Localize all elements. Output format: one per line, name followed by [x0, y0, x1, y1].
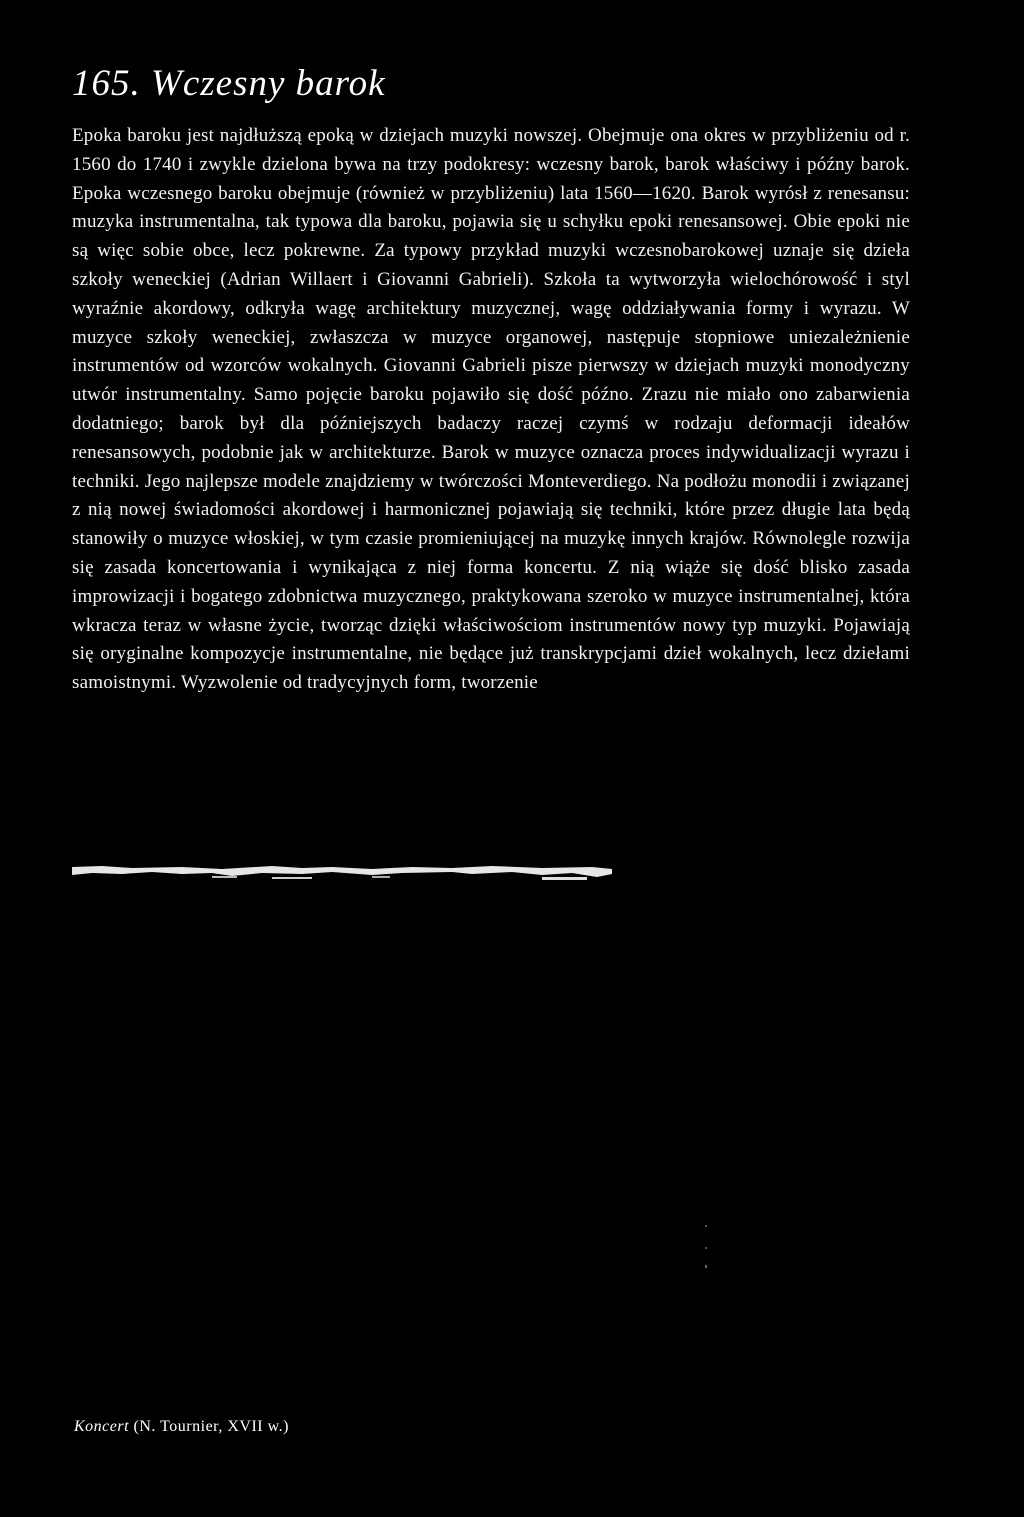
caption-details: (N. Tournier, XVII w.)	[133, 1418, 289, 1435]
figure-caption	[74, 1418, 289, 1436]
article-body: Epoka baroku jest najdłuższą epoką w dziejach muzyki nowszej. Obejmuje ona okres w przybliżeniu od r. 1560 do 1740 i zwykle dzielona bywa na trzy podokresy: wczesny barok, barok właściwy i późny barok. Epoka wczesnego baroku obejmuje (również w przybliżeniu) lata 1560—1620. Barok wyrósł z renesansu: muzyka instrumentalna, tak typowa dla baroku, pojawia się u schyłku epoki renesansowej. Obie epoki nie są więc sobie obce, lecz pokrewne. Za typowy przykład muzyki wczesnobarokowej uznaje się dzieła szkoły weneckiej (Adrian Willaert i Giovanni Gabrieli). Szkoła ta wytworzyła wielochórowość i styl wyraźnie akordowy, odkryła wagę architektury muzycznej, wagę oddziaływania formy i wyrazu. W muzyce szkoły weneckiej, zwłaszcza w muzyce organowej, następuje stopniowe uniezależnienie instrumentów od wzorców wokalnych. Giovanni Gabrieli pisze pierwszy w dziejach muzyki monodyczny utwór instrumentalny. Samo pojęcie baroku pojawiło się dość późno. Zrazu nie miało ono zabarwienia dodatniego; barok był dla późniejszych badaczy raczej czymś w rodzaju deformacji ideałów renesansowych, podobnie jak w architekturze. Barok w muzyce oznacza proces indywidualizacji wyrazu i techniki. Jego najlepsze modele znajdziemy w twórczości Monteverdiego. Na podłożu monodii i związanej z nią nowej świadomości akordowej i harmonicznej pojawiają się techniki, które przez długie lata będą stanowiły o muzyce włoskiej, w tym czasie promieniującej na muzykę innych krajów. Równolegle rozwija się zasada koncertowania i wynikająca z niej forma koncertu. Z nią wiąże się dość blisko zasada improwizacji i bogatego zdobnictwa muzycznego, praktykowana szeroko w muzyce instrumentalnej, która wkracza teraz w własne życie, tworząc dzięki właściwościom instrumentów nowy typ muzyki. Pojawiają się oryginalne kompozycje instrumentalne, nie będące już transkrypcjami dzieł wokalnych, lecz dziełami samoistnymi. Wyzwolenie od tradycyjnych form, tworzenie	[72, 125, 910, 694]
caption-title: Koncert	[74, 1418, 130, 1435]
scan-specks	[705, 1225, 707, 1275]
page-title: 165. Wczesny barok	[72, 63, 386, 104]
torn-edge-decoration	[72, 865, 612, 881]
